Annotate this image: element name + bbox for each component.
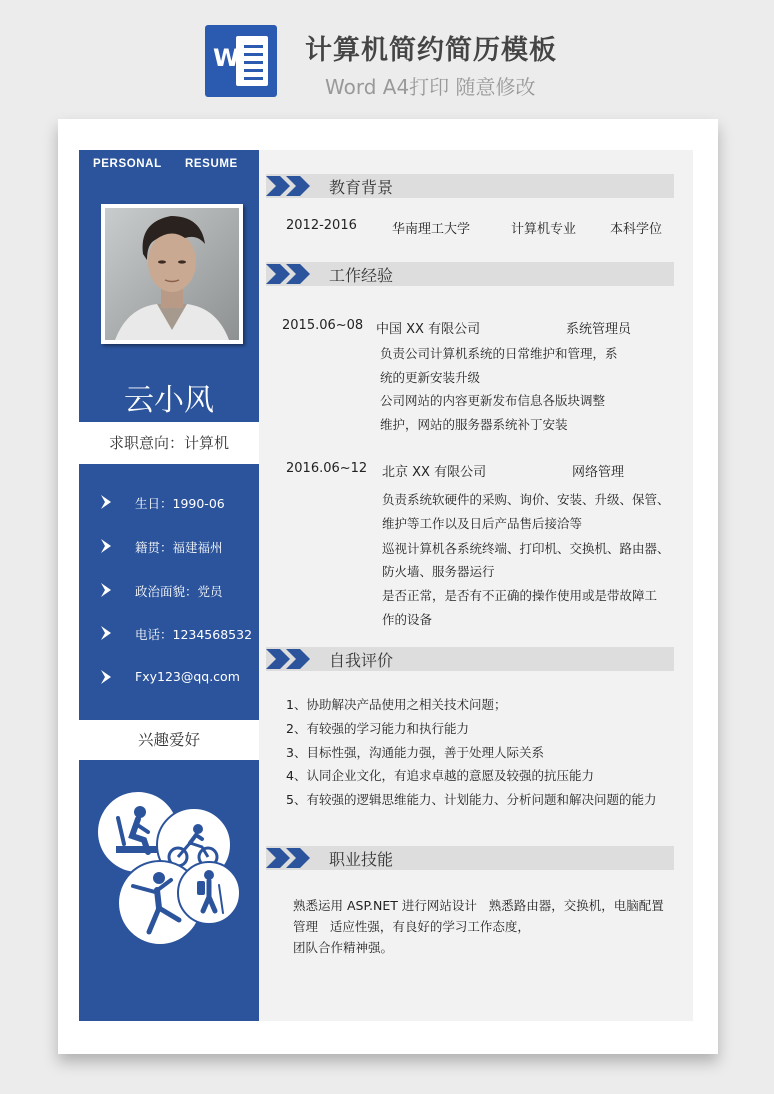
info-text: 籍贯：福建福州 [135,540,223,555]
job-line: 负责公司计算机系统的日常维护和管理，系 [380,346,618,361]
job-line: 防火墙、服务器运行 [382,564,495,579]
chevron-right-icon [99,494,113,510]
label-resume: RESUME [185,158,238,170]
info-text: 政治面貌：党员 [135,584,223,599]
double-arrow-icon [266,846,318,870]
info-birthday [79,488,259,516]
job-period: 2016.06~12 [286,461,368,476]
chevron-right-icon [99,625,113,641]
edu-degree: 本科学位 [610,222,663,237]
job-role: 网络管理 [572,465,625,480]
chevron-right-icon [99,538,113,554]
section-title: 自我评价 [329,651,394,670]
job-line: 公司网站的内容更新发布信息各版块调整 [380,393,606,408]
double-arrow-icon [266,262,318,286]
info-text: 生日：1990-06 [135,496,225,511]
job-line: 负责系统软硬件的采购、询价、安装、升级、保管、 [382,492,670,507]
section-self [266,647,674,671]
info-hometown [79,532,259,560]
info-phone [79,619,259,647]
self-item: 1、协助解决产品使用之相关技术问题； [286,697,507,712]
job-line: 统的更新安装升级 [380,370,481,385]
skills-line: 熟悉运用 ASP.NET 进行网站设计 熟悉路由器，交换机，电脑配置 [293,898,664,913]
job-line: 是否正常，是否有不正确的操作使用或是带故障工 [382,588,658,603]
section-title: 工作经验 [329,266,394,285]
double-arrow-icon [266,174,318,198]
section-skills [266,846,674,870]
info-politics [79,576,259,604]
sidebar [79,150,259,1021]
info-email [79,663,259,691]
double-arrow-icon [266,647,318,671]
job-period: 2015.06~08 [282,318,364,333]
info-text: Fxy123@qq.com [135,669,240,684]
self-item: 4、认同企业文化，有追求卓越的意愿及较强的抗压能力 [286,768,594,783]
job-line: 维护，网站的服务器系统补丁安装 [380,417,568,432]
self-item: 5、有较强的逻辑思维能力、计划能力、分析问题和解决问题的能力 [286,792,657,807]
chevron-right-icon [99,669,113,685]
word-logo-letter: W [213,44,240,72]
skills-line: 管理 适应性强，有良好的学习工作态度， [293,919,530,934]
section-education [266,174,674,198]
word-icon [205,25,277,97]
hobby-title: 兴趣爱好 [79,720,259,760]
person-name: 云小风 [124,383,214,418]
resume-paper [58,119,718,1054]
job-line: 巡视计算机各系统终端、打印机、交换机、路由器、 [382,541,670,556]
info-text: 电话：1234568532 [135,627,253,642]
edu-school: 华南理工大学 [392,222,471,237]
portrait-image [105,208,239,340]
job-company: 北京 XX 有限公司 [382,465,487,480]
hiking-icon [179,863,239,923]
edu-years: 2012-2016 [286,218,357,233]
skills-line: 团队合作精神强。 [293,940,394,955]
chevron-right-icon [99,582,113,598]
job-line: 维护等工作以及日后产品售后接洽等 [382,516,583,531]
avatar-photo [101,204,243,344]
section-title: 教育背景 [329,178,394,197]
label-personal: PERSONAL [93,158,162,170]
job-line: 作的设备 [382,612,433,627]
page-subtitle: Word A4打印 随意修改 [325,75,536,99]
document-page-icon [236,36,268,86]
job-role: 系统管理员 [566,322,632,337]
job-intent: 求职意向：计算机 [79,422,259,464]
self-item: 2、有较强的学习能力和执行能力 [286,721,469,736]
job-company: 中国 XX 有限公司 [376,322,481,337]
section-title: 职业技能 [329,850,394,869]
edu-major: 计算机专业 [511,222,577,237]
hobby-circle [177,861,241,925]
page-title: 计算机简约简历模板 [305,35,557,66]
section-work [266,262,674,286]
self-item: 3、目标性强，沟通能力强，善于处理人际关系 [286,745,544,760]
resume-sheet [79,150,693,1021]
